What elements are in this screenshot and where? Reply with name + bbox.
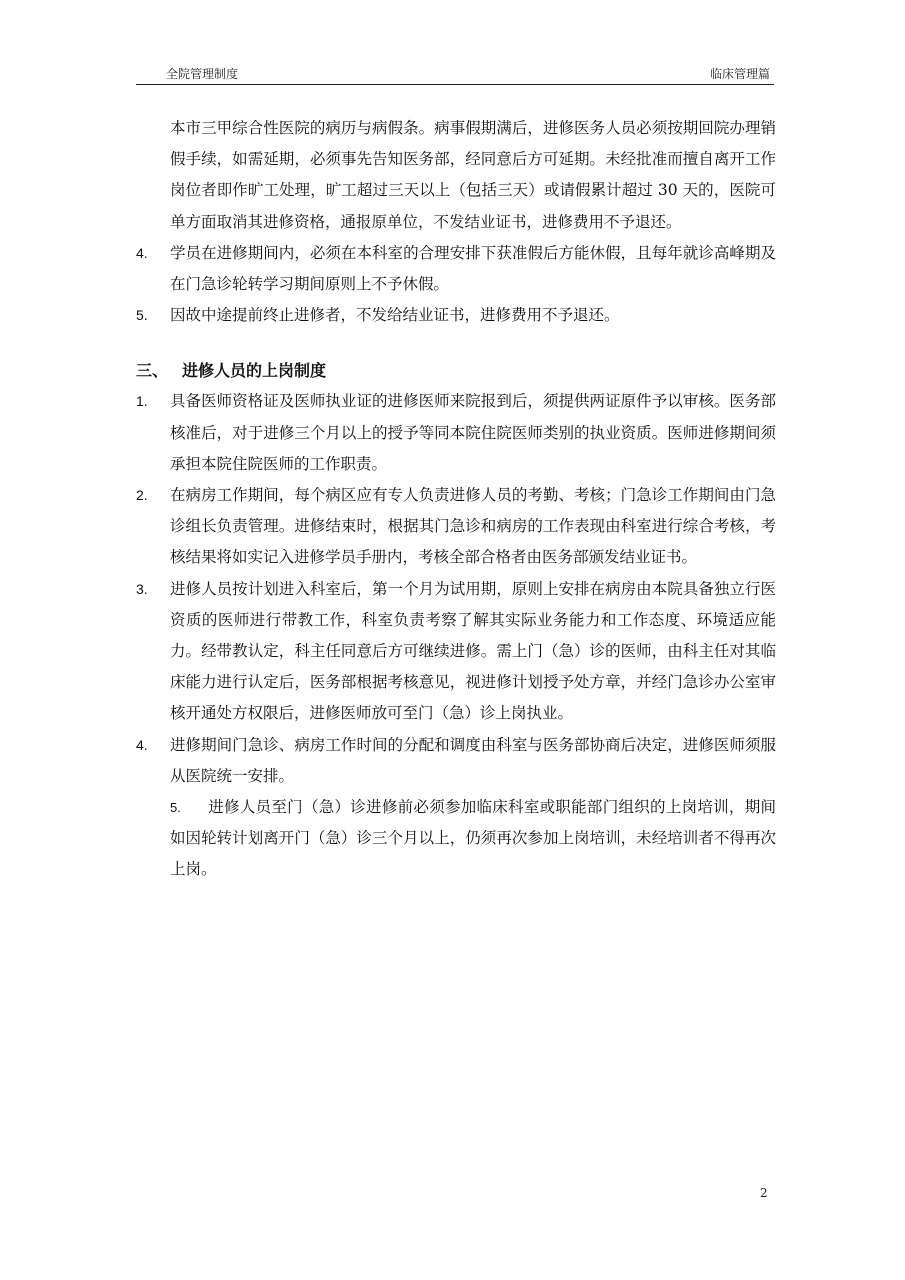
section-gap — [136, 331, 776, 355]
header-left-title: 全院管理制度 — [166, 67, 239, 81]
section-number: 三、 — [136, 361, 169, 381]
intro-paragraph: 本市三甲综合性医院的病历与病假条。病事假期满后，进修医务人员必须按期回院办理销假手续，如需延期，必须事先告知医务部，经同意后方可延期。未经批准而擅自离开工作岗位者即作旷工处理，旷工超过三天以上（包括三天）或请假累计超过 30 天的，医院可单方面取消其进修资格，通报原单位，不发结业证书，进修费用不予退还。 — [170, 119, 776, 231]
list-item-number: 3. — [136, 580, 148, 597]
list-item-text: 在病房工作期间，每个病区应有专人负责进修人员的考勤、考核；门急诊工作期间由门急诊组长负责管理。进修结束时，根据其门急诊和病房的工作表现由科室进行综合考核，考核结果将如实记入进修学员手册内，考核全部合格者由医务部颁发结业证书。 — [170, 486, 776, 567]
page-number: 2 — [760, 1186, 768, 1200]
list-item-number: 2. — [136, 487, 148, 504]
section-title: 进修人员的上岗制度 — [182, 361, 327, 381]
page-header — [136, 66, 774, 85]
list-item-text: 进修期间门急诊、病房工作时间的分配和调度由科室与医务部协商后决定，进修医师须服从医院统一安排。 — [170, 735, 776, 785]
list-item-text: 学员在进修期间内，必须在本科室的合理安排下获准假后方能休假，且每年就诊高峰期及在门急诊轮转学习期间原则上不予休假。 — [170, 243, 776, 294]
header-right-title: 临床管理篇 — [709, 67, 770, 81]
list-item-text: 进修人员按计划进入科室后，第一个月为试用期，原则上安排在病房由本院具备独立行医资质的医师进行带教工作，科室负责考察了解其实际业务能力和工作态度、环境适应能力。经带教认定，科主任同意后方可继续进修。需上门（急）诊的医师，由科主任对其临床能力进行认定后，医务部根据考核意见，视进修计划授予处方章，并经门急诊办公室审核开通处方权限后，进修医师放可至门（急）诊上岗执业。 — [170, 579, 776, 723]
list-item-text: 进修人员至门（急）诊进修前必须参加临床科室或职能部门组织的上岗培训，期间如因轮转计划离开门（急）诊三个月以上，仍须再次参加上岗培训，未经培训者不得再次上岗。 — [170, 798, 776, 879]
section-heading — [136, 355, 776, 386]
list-item-text: 因故中途提前终止进修者，不发给结业证书，进修费用不予退还。 — [170, 306, 620, 325]
list-item-text: 具备医师资格证及医师执业证的进修医师来院报到后，须提供两证原件予以审核。医务部核准后，对于进修三个月以上的授予等同本院住院医师类别的执业资质。医师进修期间须承担本院住院医师的工作职责。 — [170, 392, 776, 473]
list-item-prev-5 — [136, 300, 776, 331]
list-item-number: 5. — [170, 800, 181, 816]
list-item-number: 1. — [136, 393, 148, 410]
list-item-1 — [136, 386, 776, 480]
list-item-prev-4 — [136, 238, 776, 300]
list-item-5 — [136, 792, 776, 886]
list-item-number: 5. — [136, 307, 148, 324]
list-item-4 — [136, 730, 776, 792]
list-item-number: 4. — [136, 244, 148, 261]
list-item-2 — [136, 480, 776, 574]
list-item-3 — [136, 574, 776, 730]
list-item-number: 4. — [136, 736, 148, 753]
document-body — [136, 113, 776, 886]
